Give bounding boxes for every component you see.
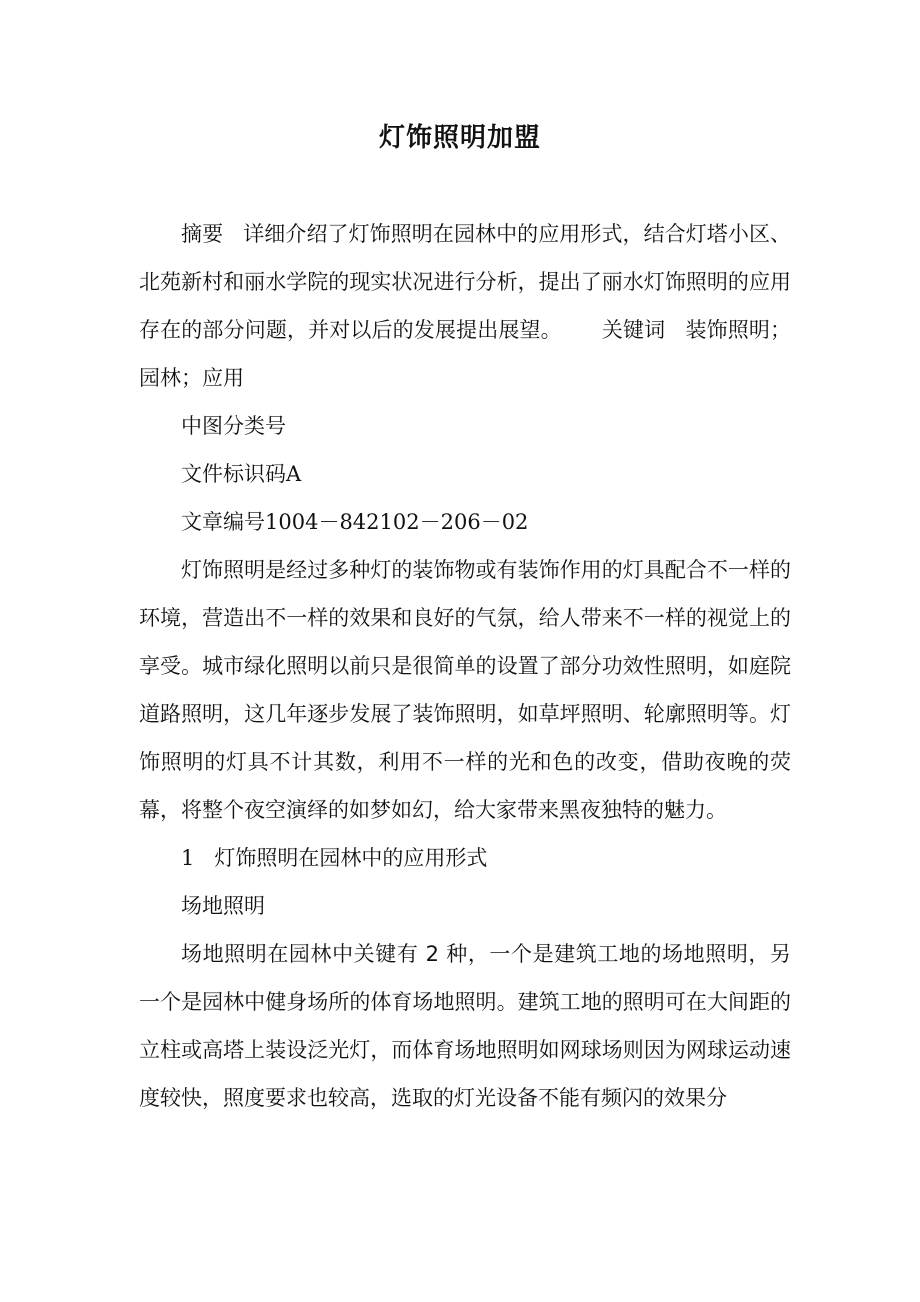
- section-1-number: 1: [181, 846, 195, 870]
- section-1-title: 灯饰照明在园林中的应用形式: [214, 846, 488, 870]
- article-no-line: [139, 498, 791, 546]
- abstract-text: 详细介绍了灯饰照明在园林中的应用形式，结合灯塔小区、北苑新村和丽水学院的现实状况进行分析，提出了丽水灯饰照明的应用存在的部分问题，并对以后的发展提出展望。: [139, 222, 792, 342]
- doc-code-value: A: [286, 462, 302, 486]
- document-title: 灯饰照明加盟: [378, 123, 541, 153]
- subsection-heading: 场地照明: [181, 894, 265, 918]
- keywords-label: 关键词: [601, 318, 666, 342]
- article-no-label: 文章编号: [181, 510, 265, 534]
- clc-line: [139, 402, 791, 450]
- article-no-value: 1004－842102－206－02: [265, 510, 529, 534]
- abstract-paragraph: [139, 210, 791, 402]
- intro-paragraph: 灯饰照明是经过多种灯的装饰物或有装饰作用的灯具配合不一样的环境，营造出不一样的效果和良好的气氛，给人带来不一样的视觉上的享受。城市绿化照明以前只是很简单的设置了部分功效性照明，如庭院道路照明，这几年逐步发展了装饰照明，如草坪照明、轮廓照明等。灯饰照明的灯具不计其数，利用不一样的光和色的改变，借助夜晚的荧幕，将整个夜空演绎的如梦如幻，给大家带来黑夜独特的魅力。: [139, 558, 791, 822]
- doc-code-label: 文件标识码: [181, 462, 286, 486]
- abstract-label: 摘要: [181, 222, 224, 246]
- site-lighting-paragraph: 场地照明在园林中关键有 2 种，一个是建筑工地的场地照明，另一个是园林中健身场所的体育场地照明。建筑工地的照明可在大间距的立柱或高塔上装设泛光灯，而体育场地照明如网球场则因为网球运动速度较快，照度要求也较高，选取的灯光设备不能有频闪的效果分: [139, 942, 791, 1110]
- clc-label: 中图分类号: [181, 414, 286, 438]
- doc-code-line: [139, 450, 791, 498]
- section-1-heading: [139, 834, 791, 882]
- keywords-text: 装饰照明；园林；应用: [139, 318, 792, 390]
- document-body: [139, 210, 791, 1122]
